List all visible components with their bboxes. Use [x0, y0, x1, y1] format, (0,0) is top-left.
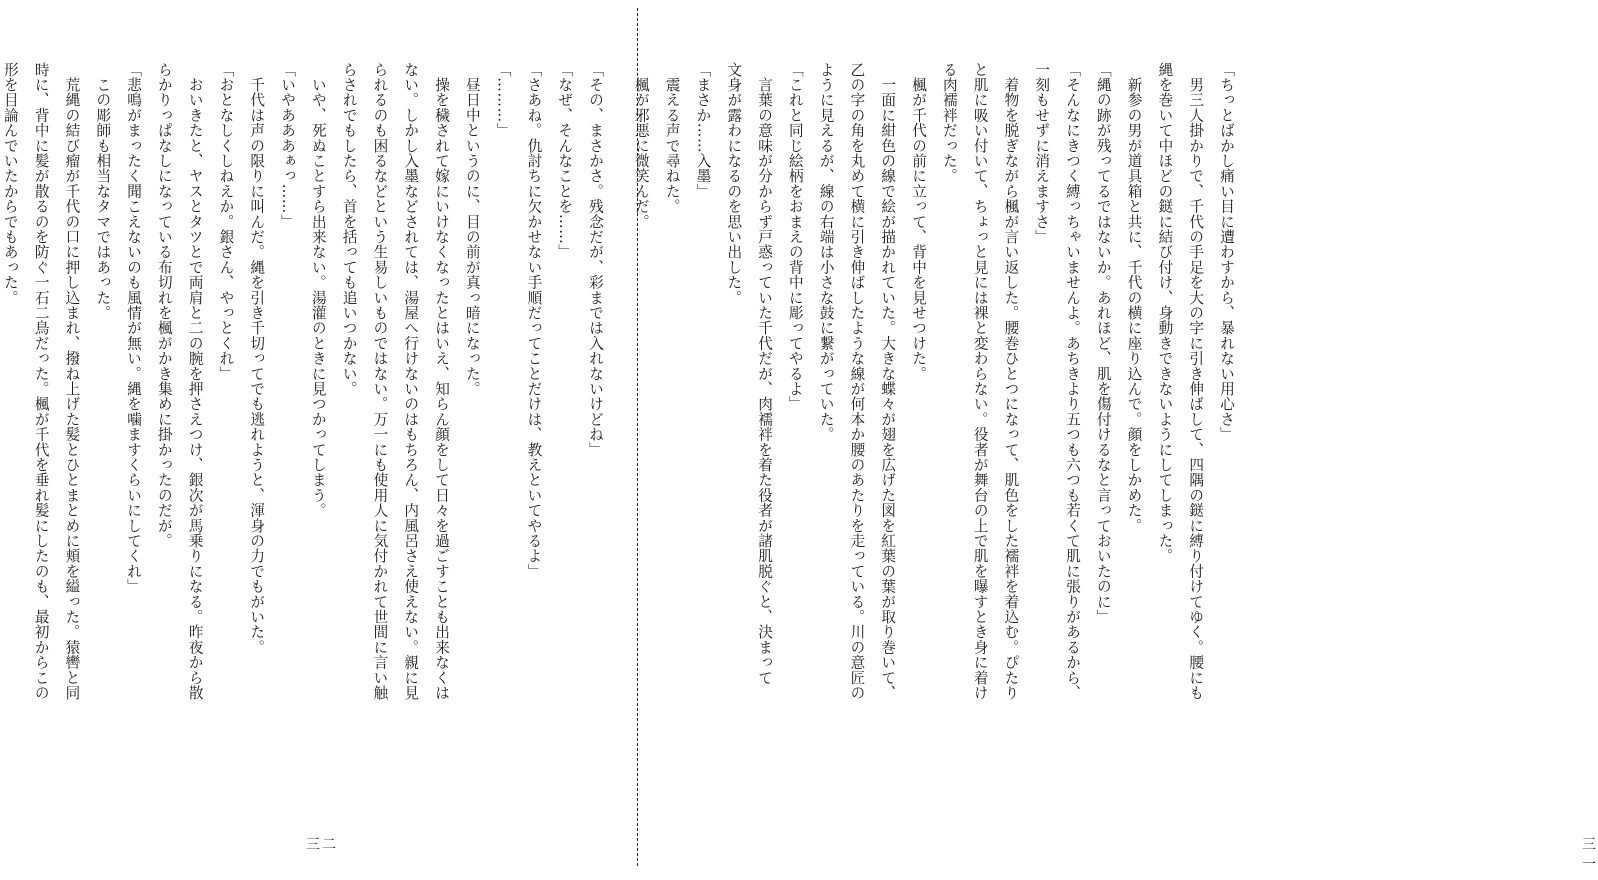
text-line: 「悲鳴がまったく聞こえないのも風情が無い。縄を噛ますくらいにしてくれ」 — [125, 62, 143, 594]
text-line: らかりっぱなしになっている布切れを楓がかき集めに掛かったのだが。 — [155, 62, 173, 549]
text-line: 一面に紺色の線で絵が描かれていた。大きな蝶々が翅を広げた図を紅葉の葉が取り巻いて、 — [879, 62, 897, 701]
text-line: 楓が邪悪に微笑んだ。 — [632, 62, 650, 230]
text-line: 新参の男が道具箱と共に、千代の横に座り込んで。顔をしかめた。 — [1125, 62, 1143, 534]
text-line: 着物を脱ぎながら楓が言い返した。腰巻ひとつになって、肌色をした襦袢を着込む。ぴたり — [1002, 62, 1020, 701]
text-line: 「………」 — [494, 62, 512, 138]
left-page — [0, 0, 636, 880]
text-line: 乙の字の角を丸めて横に引き伸ばしたような線が何本か腰のあたりを走っている。川の意匠の — [848, 62, 866, 701]
text-line: 文身が露わになるのを思い出した。 — [725, 62, 743, 306]
text-line: 「その、まさかさ。残念だが、彩までは入れないけどね」 — [587, 62, 604, 458]
text-line: 言葉の意味が分からず戸惑っていた千代だが、肉襦袢を着た役者が諸肌脱ぐと、決まって — [756, 62, 774, 686]
text-line: 荒縄の結び瘤が千代の口に押し込まれ、撥ね上げた髪とひとまとめに頬を縊った。猿轡と同 — [63, 62, 81, 701]
text-line: 「なぜ、そんなことを……」 — [556, 62, 574, 260]
text-line: 「縄の跡が残ってるではないか。あれほど、肌を傷付けるなと言っておいたのに」 — [1094, 62, 1112, 625]
text-line: 縄を巻いて中ほどの鎹に結び付け、身動きできないようにしてしまった。 — [1156, 62, 1174, 564]
page-divider — [637, 8, 638, 866]
text-line: 震える声で尋ねた。 — [663, 62, 681, 214]
text-line: られるのも困るなどという生易しいものではない。万一にも使用人に気付かれて世間に言い触 — [371, 62, 389, 701]
text-line: 「ちっとばかし痛い目に遭わすから、暴れない用心さ」 — [1218, 62, 1235, 442]
text-line: 形を目論んでいたからでもあった。 — [1, 62, 19, 306]
text-line: ように見えるが、線の右端は小さな鼓に繋がっていた。 — [817, 62, 835, 442]
text-line: 「さあね。仇討ちに欠かせない手順だってことだけは、教えといてやるよ」 — [525, 62, 543, 579]
text-line: 男三人掛かりで、千代の手足を大の字に引き伸ばして、四隅の鎹に縛り付けてゆく。腰にも — [1187, 62, 1205, 701]
right-page-text — [625, 62, 1241, 702]
text-line: 時に、背中に髪が散るのを防ぐ一石二鳥だった。楓が千代を垂れ髪にしたのも、最初からこの — [32, 62, 50, 701]
text-line: 昼日中というのに、目の前が真っ暗になった。 — [463, 62, 481, 397]
text-line: ない。しかし入墨などされては、湯屋へ行けないのはもちろん、内風呂さえ使えない。親に見 — [402, 62, 420, 701]
page-number-right: 三一 — [1582, 837, 1598, 873]
text-line: と肌に吸い付いて、ちょっと見には裸と変わらない。役者が舞台の上で肌を曝すとき身に着け — [971, 62, 989, 701]
text-line: らされでもしたら、首を括っても追いつかない。 — [340, 62, 358, 397]
text-line: 千代は声の限りに叫んだ。縄を引き千切ってでも逃れようと、渾身の力でもがいた。 — [248, 62, 266, 655]
text-line: 楓が千代の前に立って、背中を見せつけた。 — [910, 62, 928, 382]
right-page — [632, 0, 1598, 880]
text-line: 「そんなにきつく縛っちゃいませんよ。あちきより五つも六つも若くて肌に張りがあるから、 — [1064, 62, 1082, 701]
text-line: 操を穢されて嫁にいけなくなったとはいえ、知らん顔をして日々を過ごすことも出来なくは — [433, 62, 451, 701]
text-line: 「これと同じ絵柄をおまえの背中に彫ってやるよ」 — [786, 62, 804, 412]
text-line: この彫師も相当なタマではあった。 — [94, 62, 112, 321]
text-line: 「おとなしくしねえか。銀さん、やっとくれ」 — [217, 62, 235, 382]
text-line: る肉襦袢だった。 — [940, 62, 958, 184]
text-line: 「まさか……入墨」 — [694, 62, 712, 199]
text-line: いや、死ぬことすら出来ない。湯灌のときに見つかってしまう。 — [309, 62, 327, 518]
page-number-left: 三二 — [306, 837, 338, 853]
text-line: 一刻もせずに消えますさ」 — [1033, 62, 1051, 245]
text-line: 「いやあああぁっ……」 — [279, 62, 297, 230]
text-line: おいきたと、ヤスとタツとで両肩と二の腕を押さえつけ、銀次が馬乗りになる。昨夜から散 — [186, 62, 204, 701]
left-page-text — [0, 62, 610, 702]
